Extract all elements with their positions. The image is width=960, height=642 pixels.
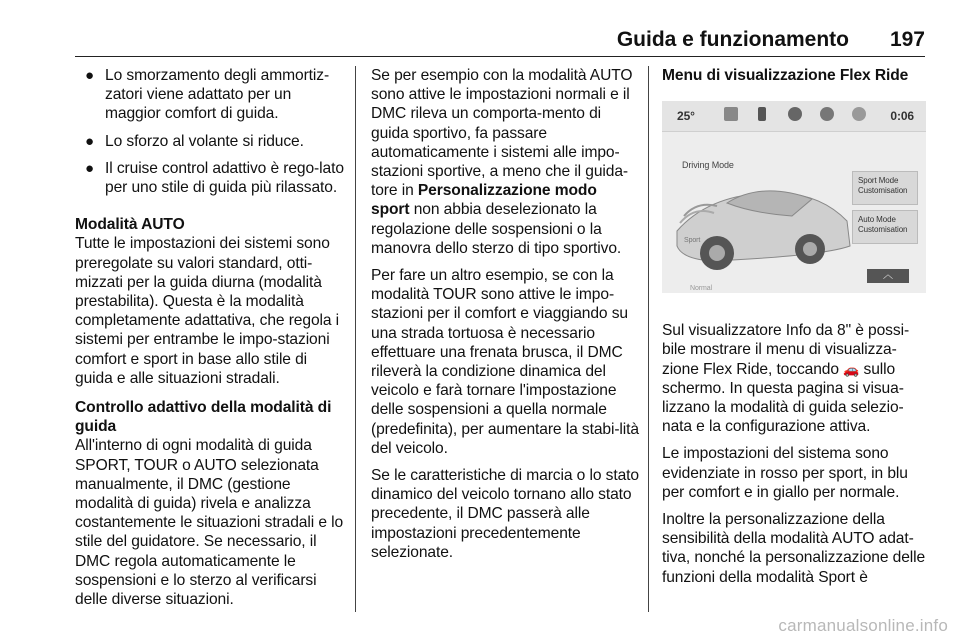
adaptive-text: All'interno di ogni modalità di guida SPORT, TOUR o AUTO selezionata manualmente, il DMC (gestione modalità di guida) rivela e analizza costantemente le situazioni stradali e lo stile del guidatore. Se necessario, il DMC regola automaticamente le sospensioni e lo sterzo al verificarsi delle diverse situazioni. — [75, 437, 344, 609]
bullet-dot-icon: ● — [85, 132, 94, 150]
bullet-item — [75, 132, 345, 151]
bullet-text: Il cruise control adattivo è rego-lato per uno stile di guida più rilassato. — [105, 159, 344, 197]
bullet-item — [75, 66, 345, 124]
paragraph: Se le caratteristiche di marcia o lo stato dinamico del veicolo tornano allo stato precedente, il DMC passerà alle impostazioni precedentemente selezionate. — [371, 467, 639, 561]
bullet-dot-icon: ● — [85, 67, 94, 84]
paragraph — [371, 66, 639, 258]
column-right — [662, 66, 928, 595]
column-middle — [371, 66, 639, 570]
car-illustration — [672, 161, 857, 281]
chevron-up-icon[interactable]: ︿ — [867, 269, 909, 283]
paragraph: Inoltre la personalizzazione della sensibilità della modalità AUTO adat-tiva, nonché la personalizzazione delle funzioni della modalità Sport è — [662, 511, 926, 586]
paragraph: Per fare un altro esempio, se con la modalità TOUR sono attive le impo-stazioni per il comfort e viaggiando su una strada tortuosa è necessario effettuare una frenata brusca, il DMC rileverà la condizione dinamica del veicolo e farà tornare l'impostazione delle sospensioni a quella normale (predefinita), per aumentare la stabi-lità del veicolo. — [371, 267, 639, 457]
driving-mode-label: Driving Mode — [682, 160, 734, 171]
column-divider — [355, 66, 356, 612]
setting-name: Personalizzazione modo sport — [371, 182, 597, 219]
page-header — [75, 24, 925, 57]
auto-heading: Modalità AUTO — [75, 216, 185, 234]
car-icon: 🚗 — [843, 361, 860, 377]
bullet-dot-icon: ● — [85, 159, 94, 177]
normal-label: Normal — [690, 285, 712, 293]
auto-section — [75, 215, 345, 388]
sport-mode-customisation-button[interactable]: Sport Mode Customisation — [852, 171, 918, 205]
sport-label: Sport — [684, 237, 701, 245]
paragraph-text: Se per esempio con la modalità AUTO sono attive le impostazioni normali e il DMC rileva un comporta-mento di guida sportivo, fa passare automaticamente i sistemi alle impo-stazioni sportive, a meno che il guida-tore in — [371, 67, 633, 200]
flex-ride-screen-figure — [662, 101, 926, 293]
temperature-readout: 25° — [677, 109, 695, 124]
adaptive-section — [75, 398, 345, 609]
paragraph-text: Sul visualizzatore Info da 8" è possi-bile mostrare il menu di visualizza-zione Flex Ride, toccando — [662, 322, 910, 378]
column-left — [75, 66, 345, 617]
paragraph-text: sullo schermo. In questa pagina si visua-lizzano la modalità di guida selezio-nata e la configurazione attiva. — [662, 360, 904, 436]
paragraph: Le impostazioni del sistema sono evidenziate in rosso per sport, in blu per comfort e in giallo per normale. — [662, 445, 908, 501]
paragraph — [662, 321, 928, 436]
navigation-icon — [788, 107, 802, 121]
header-title: Guida e funzionamento — [616, 28, 849, 51]
section-title: Menu di visualizzazione Flex Ride — [662, 67, 909, 84]
phone-icon — [758, 107, 766, 121]
settings-icon — [820, 107, 834, 121]
auto-mode-customisation-button[interactable]: Auto Mode Customisation — [852, 210, 918, 244]
bullet-text: Lo smorzamento degli ammortiz-zatori viene adattato per un maggior comfort di guida. — [105, 67, 330, 123]
watermark: carmanualsonline.info — [778, 616, 948, 635]
column-divider — [648, 66, 649, 612]
music-icon — [724, 107, 738, 121]
auto-text: Tutte le impostazioni dei sistemi sono preregolate su valori standard, otti-mizzati per la guida diurna (modalità prestabilita). Questa è la modalità completamente adattativa, che regola i sistemi per entrambe le impo-stazioni comfort e sport in base allo stile di guida e alle situazioni stradali. — [75, 235, 340, 387]
bullet-text: Lo sforzo al volante si riduce. — [105, 132, 304, 150]
car-icon — [852, 107, 866, 121]
page-number: 197 — [889, 28, 925, 51]
bullet-item — [75, 159, 345, 197]
adaptive-heading: Controllo adattivo della modalità di guida — [75, 399, 332, 436]
paragraph-text: non abbia deselezionato la regolazione delle sospensioni o la manovra dello sterzo di tipo sportivo. — [371, 201, 622, 257]
screen-status-bar — [662, 101, 926, 132]
time-readout: 0:06 — [890, 109, 914, 124]
